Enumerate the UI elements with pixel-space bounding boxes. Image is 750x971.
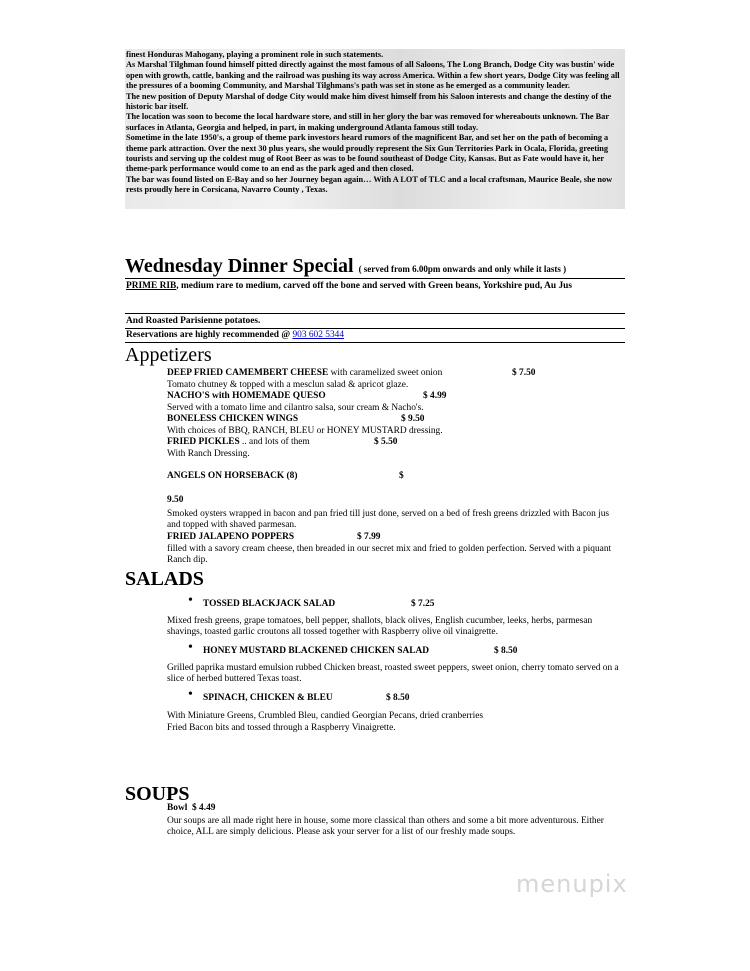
bullet-icon: • bbox=[188, 593, 193, 608]
soups-heading: SOUPS bbox=[125, 783, 190, 805]
menupix-watermark: menupix bbox=[516, 870, 628, 898]
prime-rib-label: PRIME RIB bbox=[126, 281, 177, 291]
prime-rib-description bbox=[126, 281, 621, 292]
menu-item-description: Mixed fresh greens, grape tomatoes, bell pepper, shallots, black olives, English cucumber, leeks, herbs, parmesan shavings, toasted garlic croutons all tossed together with Raspberry olive oil vinaigrette. bbox=[167, 616, 593, 637]
menu-item-description: Served with a tomato lime and cilantro salsa, sour cream & Nacho's. bbox=[167, 403, 424, 413]
history-paragraph: Sometime in the late 1950's, a group of theme park investors heard rumors of the magnificent Bar, and set her on the path of becoming a theme park attraction. Over the next 30 plus years, she would proudly represent the Six Gun Territories Park in Ocala, Florida, greeting tourists and serving up the coldest mug of Root Beer as was to be found southeast of Dodge City, Kansas. But as Fate would have it, her theme-park performance would come to an end as the park aged and then closed. bbox=[126, 133, 609, 174]
phone-link[interactable]: 903 602 5344 bbox=[292, 330, 344, 340]
menu-item-price: $ 7.50 bbox=[512, 368, 536, 378]
menu-item-price: $ 7.99 bbox=[357, 532, 381, 542]
menu-item-price: $ 5.50 bbox=[374, 437, 398, 447]
divider bbox=[125, 278, 625, 279]
prime-rib-sides: And Roasted Parisienne potatoes. bbox=[126, 316, 261, 326]
menu-item-description: Fried Bacon bits and tossed through a Raspberry Vinaigrette. bbox=[167, 723, 396, 733]
menu-item-description: Smoked oysters wrapped in bacon and pan fried till just done, served on a bed of fresh greens drizzled with Bacon jus and topped with shaved parmesan. bbox=[167, 509, 610, 530]
menu-item-description: Tomato chutney & topped with a mesclun salad & apricot glaze. bbox=[167, 380, 409, 390]
prime-rib-text: , medium rare to medium, carved off the bone and served with Green beans, Yorkshire pud, Au Jus bbox=[176, 281, 573, 291]
history-text bbox=[126, 50, 626, 196]
soup-bowl: Bowl $ 4.49 bbox=[167, 803, 216, 813]
history-paragraph: As Marshal Tilghman found himself pitted directly against the most famous of all Saloons, The Long Branch, Dodge City was bustin' wide open with growth, cattle, banking and the railroad was pushing its way across America. Within a few short years, Dodge City was feeling all the pressures of a booming Community, and Marshal Tilghmans's path was set in stone as he emerged as a community leader. bbox=[126, 60, 620, 91]
menu-item-description: filled with a savory cream cheese, then breaded in our secret mix and fried to golden perfection. Served with a piquant Ranch dip. bbox=[167, 544, 612, 565]
reservations-note bbox=[126, 330, 344, 340]
menu-item-price: $ 9.50 bbox=[401, 414, 425, 424]
soups-description: Our soups are all made right here in house, some more classical than others and some a bit more adventurous. Either choice, ALL are simply delicious. Please ask your server for a list of our freshly made soups. bbox=[167, 816, 604, 837]
divider bbox=[125, 342, 625, 343]
appetizers-heading: Appetizers bbox=[125, 344, 212, 366]
menu-item-name: HONEY MUSTARD BLACKENED CHICKEN SALAD bbox=[203, 646, 430, 656]
menu-item-description: Grilled paprika mustard emulsion rubbed Chicken breast, roasted sweet peppers, sweet onion, cherry tomato served on a slice of herbed buttered Texas toast. bbox=[167, 663, 619, 684]
special-title-text: Wednesday Dinner Special bbox=[125, 255, 354, 277]
menu-item-name: BONELESS CHICKEN WINGS bbox=[167, 414, 299, 424]
history-paragraph: The new position of Deputy Marshal of dodge City would make him divest himself from his Saloon interests and change the destiny of the historic bar itself. bbox=[126, 91, 612, 112]
special-subtitle: ( served from 6.00pm onwards and only while it lasts ) bbox=[358, 264, 567, 274]
salads-heading: SALADS bbox=[125, 568, 204, 590]
menu-item-name: TOSSED BLACKJACK SALAD bbox=[203, 599, 336, 609]
history-paragraph: The bar was found listed on E-Bay and so her Journey began again… With A LOT of TLC and a local craftsman, Maurice Beale, she now rests proudly here in Corsicana, Navarro County , Texas. bbox=[126, 174, 613, 195]
bullet-icon: • bbox=[188, 640, 193, 655]
menu-item-description: With Miniature Greens, Crumbled Bleu, candied Georgian Pecans, dried cranberries bbox=[167, 711, 484, 721]
reservations-text: Reservations are highly recommended @ bbox=[126, 330, 293, 340]
menu-item-name: ANGELS ON HORSEBACK (8) bbox=[167, 471, 298, 481]
menu-item-name: SPINACH, CHICKEN & BLEU bbox=[203, 693, 333, 703]
menu-item-price: $ 4.99 bbox=[423, 391, 447, 401]
menu-item-description: With choices of BBQ, RANCH, BLEU or HONEY MUSTARD dressing. bbox=[167, 426, 443, 436]
menu-item-name: DEEP FRIED CAMEMBERT CHEESE with caramelized sweet onion bbox=[167, 368, 443, 378]
menu-item-name: NACHO'S with HOMEMADE QUESO bbox=[167, 391, 326, 401]
menu-item-description: With Ranch Dressing. bbox=[167, 449, 250, 459]
special-title bbox=[125, 255, 566, 278]
divider bbox=[125, 313, 625, 314]
menu-item-price: $ 8.50 bbox=[494, 646, 518, 656]
menu-item-price: $ 7.25 bbox=[411, 599, 435, 609]
menu-item-price: $ bbox=[399, 471, 404, 481]
menu-item-name: FRIED PICKLES .. and lots of them bbox=[167, 437, 310, 447]
bullet-icon: • bbox=[188, 687, 193, 702]
history-paragraph: The location was soon to become the local hardware store, and still in her glory the bar was removed for whereabouts unknown. The Bar surfaces in Atlanta, Georgia and helped, in part, in making underground Atlanta famous still today. bbox=[126, 112, 609, 132]
divider bbox=[125, 328, 625, 329]
menu-item-name: FRIED JALAPENO POPPERS bbox=[167, 532, 295, 542]
menu-item-price: 9.50 bbox=[167, 495, 184, 505]
menu-item-price: $ 8.50 bbox=[386, 693, 410, 703]
history-paragraph: finest Honduras Mahogany, playing a prominent role in such statements. bbox=[126, 50, 384, 59]
